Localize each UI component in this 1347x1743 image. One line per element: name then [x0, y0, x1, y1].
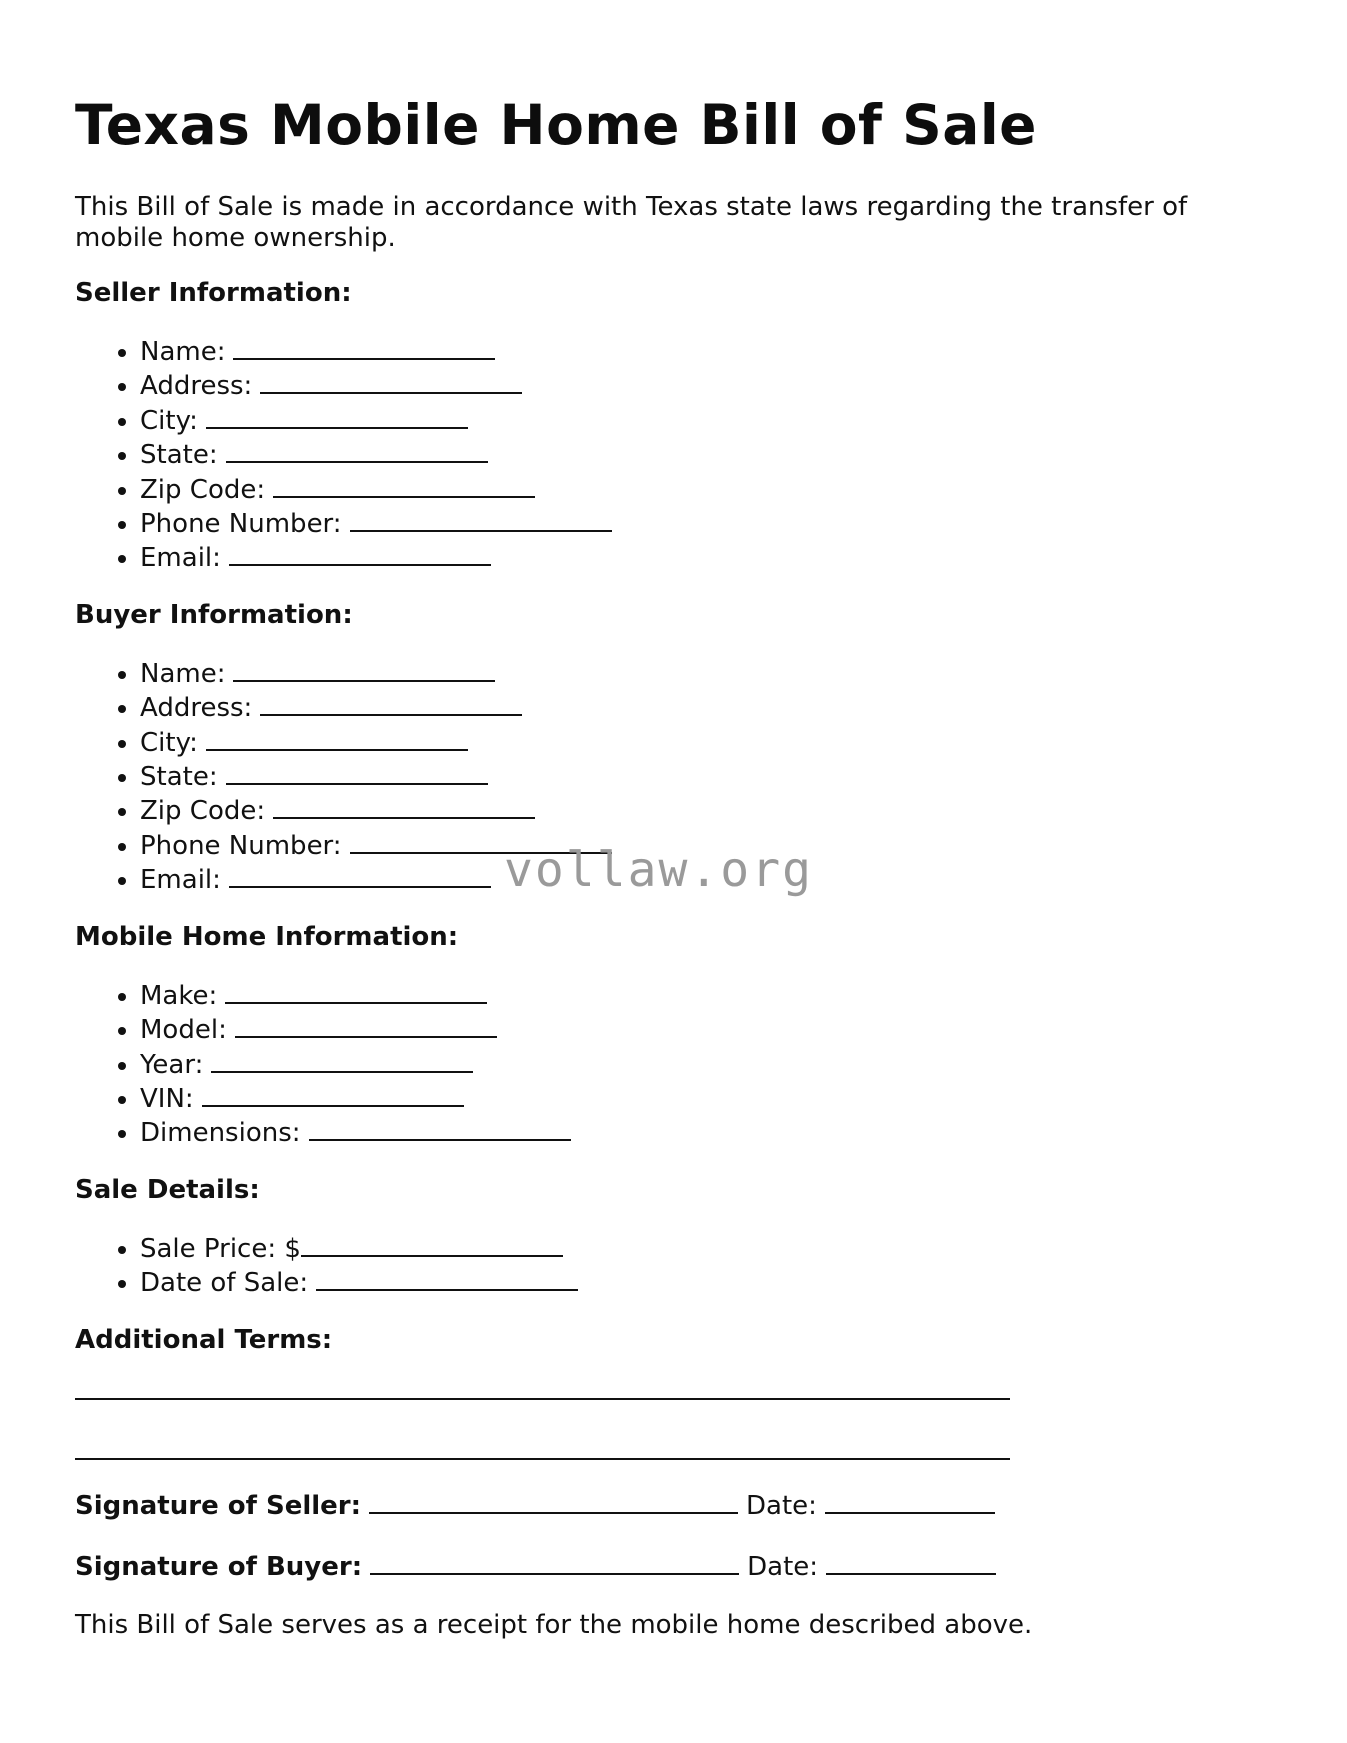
field-label: State:	[140, 440, 218, 471]
seller-email-blank[interactable]	[229, 540, 491, 566]
buyer-heading: Buyer Information:	[75, 599, 353, 630]
field-label: Zip Code:	[140, 474, 266, 505]
field-label: Sale Price: $	[140, 1233, 301, 1264]
seller-signature-label: Signature of Seller:	[75, 1490, 362, 1521]
model-blank[interactable]	[235, 1012, 497, 1038]
field-item	[140, 690, 1275, 724]
document-title: Texas Mobile Home Bill of Sale	[75, 93, 1037, 157]
additional-terms-lines	[75, 1356, 1275, 1460]
field-label: State:	[140, 762, 218, 793]
field-item	[140, 334, 1275, 368]
buyer-signature-label: Signature of Buyer:	[75, 1551, 363, 1582]
buyer-date-blank[interactable]	[826, 1549, 996, 1575]
seller-zip-blank[interactable]	[273, 472, 535, 498]
field-item	[140, 725, 1275, 759]
seller-date-blank[interactable]	[825, 1488, 995, 1514]
buyer-email-blank[interactable]	[229, 862, 491, 888]
buyer-city-blank[interactable]	[206, 725, 468, 751]
seller-fields	[75, 334, 1275, 575]
buyer-signature-row	[75, 1549, 1275, 1583]
field-item	[140, 472, 1275, 506]
field-item	[140, 759, 1275, 793]
field-item	[140, 656, 1275, 690]
field-label: VIN:	[140, 1083, 194, 1114]
buyer-signature-blank[interactable]	[370, 1549, 739, 1575]
seller-phone-blank[interactable]	[350, 506, 612, 532]
buyer-address-blank[interactable]	[260, 690, 522, 716]
field-label: Year:	[140, 1049, 204, 1080]
field-label: City:	[140, 405, 198, 436]
vin-blank[interactable]	[202, 1081, 464, 1107]
additional-terms-heading: Additional Terms:	[75, 1324, 333, 1355]
field-item	[140, 1012, 1275, 1046]
watermark-text: vollaw.org	[504, 842, 813, 898]
field-label: City:	[140, 727, 198, 758]
field-label: Phone Number:	[140, 509, 342, 540]
make-blank[interactable]	[225, 978, 487, 1004]
mobile-home-fields	[75, 978, 1275, 1150]
field-label: Address:	[140, 693, 253, 724]
field-label: Name:	[140, 337, 226, 367]
year-blank[interactable]	[211, 1047, 473, 1073]
field-label: Dimensions:	[140, 1118, 301, 1149]
field-item	[140, 793, 1275, 827]
field-label: Zip Code:	[140, 796, 266, 827]
field-item	[140, 1231, 1275, 1265]
field-label: Email:	[140, 865, 221, 896]
field-label: Make:	[140, 980, 218, 1011]
field-label: Phone Number:	[140, 830, 342, 861]
field-label: Name:	[140, 658, 226, 689]
dimensions-blank[interactable]	[309, 1115, 571, 1141]
field-label: Address:	[140, 371, 253, 402]
seller-address-blank[interactable]	[260, 368, 522, 394]
field-item	[140, 368, 1275, 402]
field-label: Email:	[140, 543, 221, 574]
sale-details-fields	[75, 1231, 1275, 1300]
mobile-home-heading: Mobile Home Information:	[75, 921, 459, 952]
seller-signature-row	[75, 1488, 1275, 1522]
field-item	[140, 1115, 1275, 1149]
sale-price-blank[interactable]	[301, 1231, 563, 1257]
field-item	[140, 1047, 1275, 1081]
field-item	[140, 1265, 1275, 1299]
field-item	[140, 506, 1275, 540]
field-item	[140, 540, 1275, 574]
field-item	[140, 437, 1275, 471]
buyer-state-blank[interactable]	[226, 759, 488, 785]
seller-state-blank[interactable]	[226, 437, 488, 463]
field-label: Date of Sale:	[140, 1268, 309, 1299]
field-label: Model:	[140, 1015, 227, 1046]
seller-heading: Seller Information:	[75, 278, 352, 308]
field-item	[140, 403, 1275, 437]
field-item	[140, 978, 1275, 1012]
buyer-name-blank[interactable]	[233, 656, 495, 682]
date-label: Date:	[747, 1551, 819, 1582]
seller-signature-blank[interactable]	[369, 1488, 738, 1514]
sale-date-blank[interactable]	[316, 1265, 578, 1291]
field-item	[140, 1081, 1275, 1115]
seller-name-blank[interactable]	[233, 334, 495, 360]
footer-text: This Bill of Sale serves as a receipt for the mobile home described above.	[75, 1609, 1033, 1640]
seller-city-blank[interactable]	[206, 403, 468, 429]
buyer-zip-blank[interactable]	[273, 793, 535, 819]
sale-details-heading: Sale Details:	[75, 1174, 260, 1205]
intro-paragraph: This Bill of Sale is made in accordance with Texas state laws regarding the transfer of mobile home ownership.	[75, 192, 1188, 253]
date-label: Date:	[746, 1490, 817, 1521]
